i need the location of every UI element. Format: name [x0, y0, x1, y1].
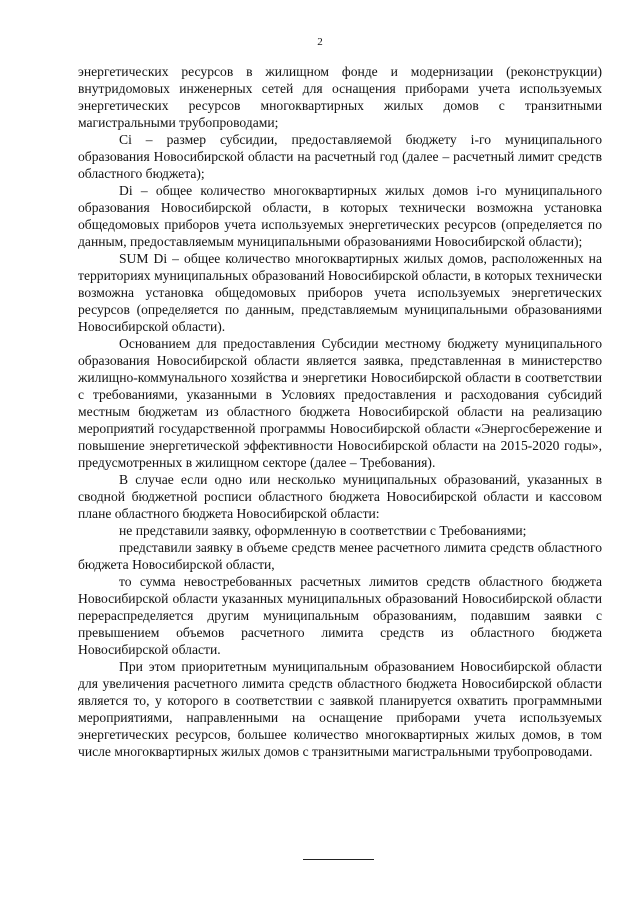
paragraph-di-definition: Di – общее количество многоквартирных жилых домов i-го муниципального образования Новосибирской области, в которых технически возможна установка общедомовых приборов учета используемых энергетических ресурсов (определяется по данным, предоставляемым муниципальными образованиями Новосибирской области); — [78, 183, 602, 249]
paragraph-priority: При этом приоритетным муниципальным образованием Новосибирской области для увеличения расчетного лимита средств областного бюджета Новосибирской области является то, у которого в соответствии с заявкой планируется охватить программными мероприятиями, направленными на оснащение приборами учета используемых энергетических ресурсов, большее количество многоквартирных жилых домов, в том числе многоквартирных жилых домов с транзитными магистральными трубопроводами. — [78, 659, 602, 759]
paragraph-sum-di-definition: SUM Di – общее количество многоквартирных жилых домов, расположенных на территориях муниципальных образований Новосибирской области, в которых технически возможна установка общедомовых приборов учета используемых энергетических ресурсов (определяется по данным, представляемым муниципальными образованиями Новосибирской области). — [78, 251, 602, 334]
paragraph-redistribution: то сумма невостребованных расчетных лимитов средств областного бюджета Новосибирской области указанных муниципальных образований Новосибирской области перераспределяется другим муниципальным образованиям, подавшим заявки с превышением объемов расчетного лимита средств из областного бюджета Новосибирской области. — [78, 574, 602, 657]
document-body — [78, 63, 602, 760]
page-number: 2 — [317, 36, 323, 48]
paragraph-continuation: энергетических ресурсов в жилищном фонде и модернизации (реконструкции) внутридомовых инженерных сетей для оснащения приборами учета используемых энергетических ресурсов многоквартирных жилых домов с транзитными магистральными трубопроводами; — [78, 64, 602, 130]
paragraph-subsidy-basis: Основанием для предоставления Субсидии местному бюджету муниципального образования Новосибирской области является заявка, представленная в министерство жилищно-коммунального хозяйства и энергетики Новосибирской области в соответствии с требованиями, указанными в Условиях предоставления и расходования субсидий местным бюджетам из областного бюджета Новосибирской области на реализацию мероприятий государственной программы Новосибирской области «Энергосбережение и повышение энергетической эффективности Новосибирской области на 2015-2020 годы», предусмотренных в жилищном секторе (далее – Требования). — [78, 336, 602, 470]
paragraph-condition-less-than-limit: представили заявку в объеме средств менее расчетного лимита средств областного бюджета Новосибирской области, — [78, 540, 602, 572]
paragraph-ci-definition: Ci – размер субсидии, предоставляемой бюджету i-го муниципального образования Новосибирской области на расчетный год (далее – расчетный лимит средств областного бюджета); — [78, 132, 602, 181]
end-divider-line — [303, 859, 374, 860]
paragraph-condition-no-application: не представили заявку, оформленную в соответствии с Требованиями; — [119, 523, 527, 538]
paragraph-case-condition: В случае если одно или несколько муниципальных образований, указанных в сводной бюджетной росписи областного бюджета Новосибирской области и кассовом плане областного бюджета Новосибирской области: — [78, 472, 602, 521]
